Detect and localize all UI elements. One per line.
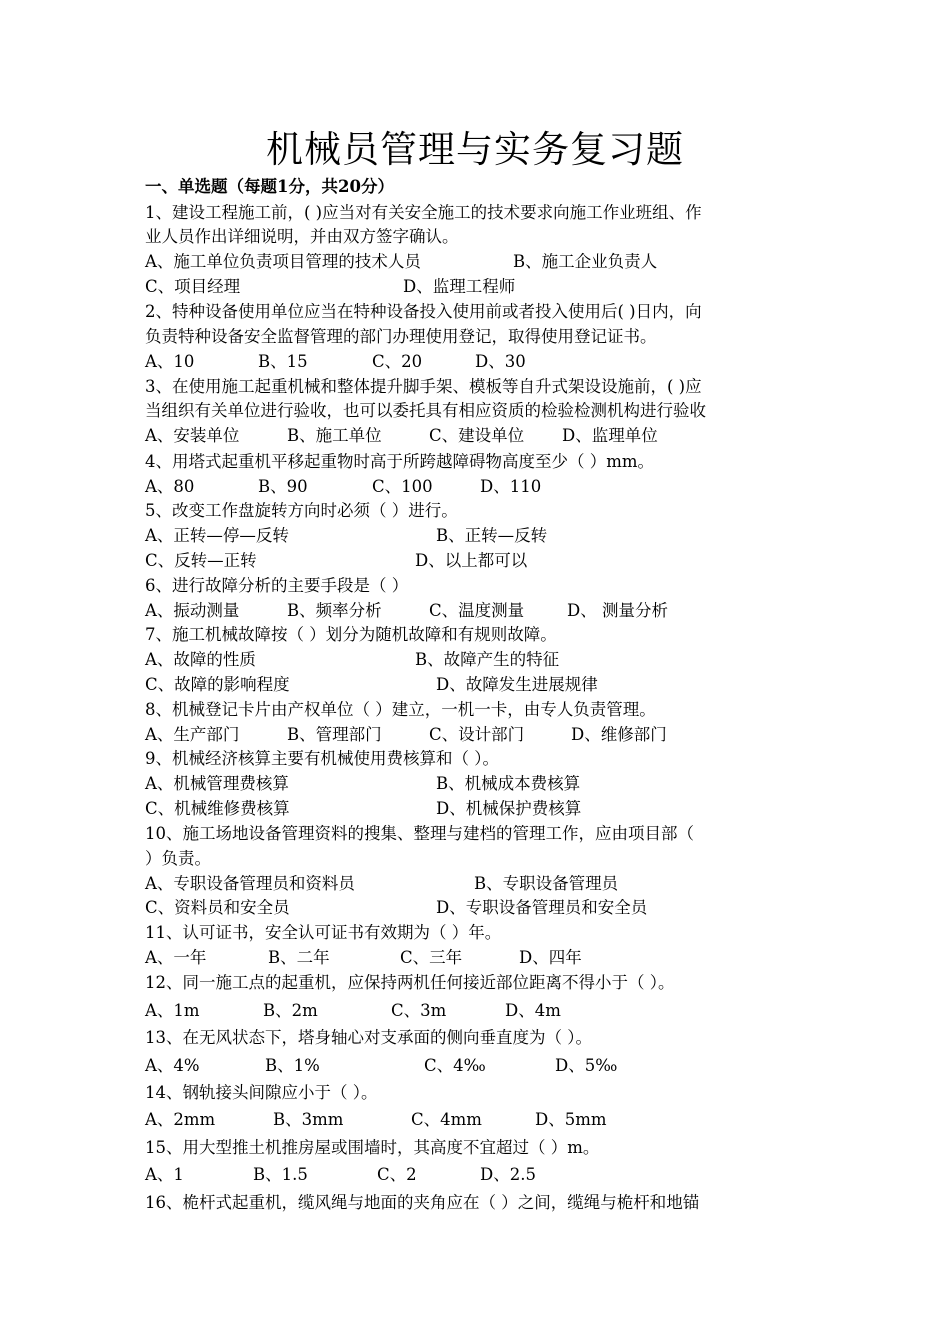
question-1-option-a: A、施工单位负责项目管理的技术人员	[145, 252, 421, 271]
question-6-option-b: B、频率分析	[287, 601, 382, 620]
question-14-option-b: B、3mm	[273, 1110, 344, 1129]
question-15-option-c: C、2	[377, 1165, 417, 1184]
question-4-option-c: C、100	[372, 477, 433, 496]
question-6-option-d: D、 测量分析	[567, 601, 668, 620]
question-10-stem-line-2: ）负责。	[145, 849, 211, 868]
question-8-option-a: A、生产部门	[145, 725, 240, 744]
question-8-option-d: D、维修部门	[571, 725, 667, 744]
question-4-option-a: A、80	[145, 477, 195, 496]
question-1-stem-line-1: 1、建设工程施工前，( )应当对有关安全施工的技术要求向施工作业班组、作	[145, 203, 702, 222]
question-15-stem: 15、用大型推土机推房屋或围墙时，其高度不宜超过（ ）m。	[145, 1138, 600, 1157]
question-14-option-c: C、4mm	[411, 1110, 482, 1129]
question-11-option-b: B、二年	[268, 948, 330, 967]
question-7-option-c: C、故障的影响程度	[145, 675, 290, 694]
question-7-option-a: A、故障的性质	[145, 650, 256, 669]
question-8-option-c: C、设计部门	[429, 725, 525, 744]
question-12-option-d: D、4m	[505, 1001, 561, 1020]
question-3-stem-line-1: 3、在使用施工起重机械和整体提升脚手架、模板等自升式架设设施前，( )应	[145, 377, 702, 396]
question-7-option-d: D、故障发生进展规律	[436, 675, 598, 694]
question-8-option-b: B、管理部门	[287, 725, 382, 744]
question-7-option-b: B、故障产生的特征	[415, 650, 560, 669]
question-7-stem: 7、施工机械故障按（ ）划分为随机故障和有规则故障。	[145, 625, 557, 644]
question-15-option-a: A、1	[145, 1165, 184, 1184]
question-16-stem: 16、桅杆式起重机，缆风绳与地面的夹角应在（ ）之间，缆绳与桅杆和地锚	[145, 1193, 700, 1212]
question-1-option-d: D、监理工程师	[403, 277, 516, 296]
question-6-option-c: C、温度测量	[429, 601, 525, 620]
question-9-option-a: A、机械管理费核算	[145, 774, 289, 793]
question-2-option-d: D、30	[475, 352, 526, 371]
question-13-option-b: B、1%	[265, 1056, 320, 1075]
question-13-stem: 13、在无风状态下，塔身轴心对支承面的侧向垂直度为（ ）。	[145, 1028, 592, 1047]
question-5-option-c: C、反转—正转	[145, 551, 257, 570]
document-title: 机械员管理与实务复习题	[266, 128, 684, 171]
question-1-option-b: B、施工企业负责人	[513, 252, 658, 271]
question-11-option-a: A、一年	[145, 948, 207, 967]
question-10-option-c: C、资料员和安全员	[145, 898, 290, 917]
question-5-option-d: D、以上都可以	[415, 551, 528, 570]
question-9-option-d: D、机械保护费核算	[436, 799, 582, 818]
question-8-stem: 8、机械登记卡片由产权单位（ ）建立，一机一卡，由专人负责管理。	[145, 700, 656, 719]
question-12-option-a: A、1m	[145, 1001, 200, 1020]
question-4-option-d: D、110	[480, 477, 542, 496]
question-3-stem-line-2: 当组织有关单位进行验收，也可以委托具有相应资质的检验检测机构进行验收	[145, 401, 706, 420]
question-13-option-c: C、4‰	[424, 1056, 486, 1075]
question-6-stem: 6、进行故障分析的主要手段是（ ）	[145, 576, 409, 595]
question-5-option-b: B、正转—反转	[436, 526, 548, 545]
section-heading: 一、单选题（每题1分，共20分）	[145, 177, 394, 196]
question-4-option-b: B、90	[258, 477, 308, 496]
question-2-option-a: A、10	[145, 352, 195, 371]
question-2-option-b: B、15	[258, 352, 308, 371]
question-9-option-c: C、机械维修费核算	[145, 799, 290, 818]
question-11-option-d: D、四年	[519, 948, 582, 967]
question-2-option-c: C、20	[372, 352, 423, 371]
question-11-option-c: C、三年	[400, 948, 463, 967]
question-4-stem: 4、用塔式起重机平移起重物时高于所跨越障碍物高度至少（ ）mm。	[145, 452, 655, 471]
question-10-option-d: D、专职设备管理员和安全员	[436, 898, 648, 917]
question-12-option-b: B、2m	[263, 1001, 318, 1020]
question-5-stem: 5、改变工作盘旋转方向时必须（ ）进行。	[145, 501, 458, 520]
question-13-option-a: A、4%	[145, 1056, 200, 1075]
question-3-option-b: B、施工单位	[287, 426, 382, 445]
question-12-stem: 12、同一施工点的起重机，应保持两机任何接近部位距离不得小于（ ）。	[145, 973, 675, 992]
question-1-stem-line-2: 业人员作出详细说明，并由双方签字确认。	[145, 227, 459, 246]
question-11-stem: 11、认可证书，安全认可证书有效期为（ ）年。	[145, 923, 502, 942]
question-14-option-d: D、5mm	[535, 1110, 607, 1129]
question-15-option-b: B、1.5	[253, 1165, 308, 1184]
question-3-option-c: C、建设单位	[429, 426, 525, 445]
question-3-option-a: A、安装单位	[145, 426, 240, 445]
question-1-option-c: C、项目经理	[145, 277, 241, 296]
question-6-option-a: A、振动测量	[145, 601, 240, 620]
question-15-option-d: D、2.5	[480, 1165, 536, 1184]
question-13-option-d: D、5‰	[555, 1056, 618, 1075]
question-9-option-b: B、机械成本费核算	[436, 774, 581, 793]
question-2-stem-line-1: 2、特种设备使用单位应当在特种设备投入使用前或者投入使用后( )日内，向	[145, 302, 702, 321]
question-14-option-a: A、2mm	[145, 1110, 216, 1129]
question-9-stem: 9、机械经济核算主要有机械使用费核算和（ ）。	[145, 749, 499, 768]
question-10-stem-line-1: 10、施工场地设备管理资料的搜集、整理与建档的管理工作，应由项目部（	[145, 824, 694, 843]
question-10-option-b: B、专职设备管理员	[474, 874, 619, 893]
question-5-option-a: A、正转—停—反转	[145, 526, 289, 545]
question-12-option-c: C、3m	[391, 1001, 447, 1020]
question-10-option-a: A、专职设备管理员和资料员	[145, 874, 355, 893]
question-3-option-d: D、监理单位	[562, 426, 658, 445]
question-2-stem-line-2: 负责特种设备安全监督管理的部门办理使用登记，取得使用登记证书。	[145, 327, 657, 346]
question-14-stem: 14、钢轨接头间隙应小于（ ）。	[145, 1083, 378, 1102]
